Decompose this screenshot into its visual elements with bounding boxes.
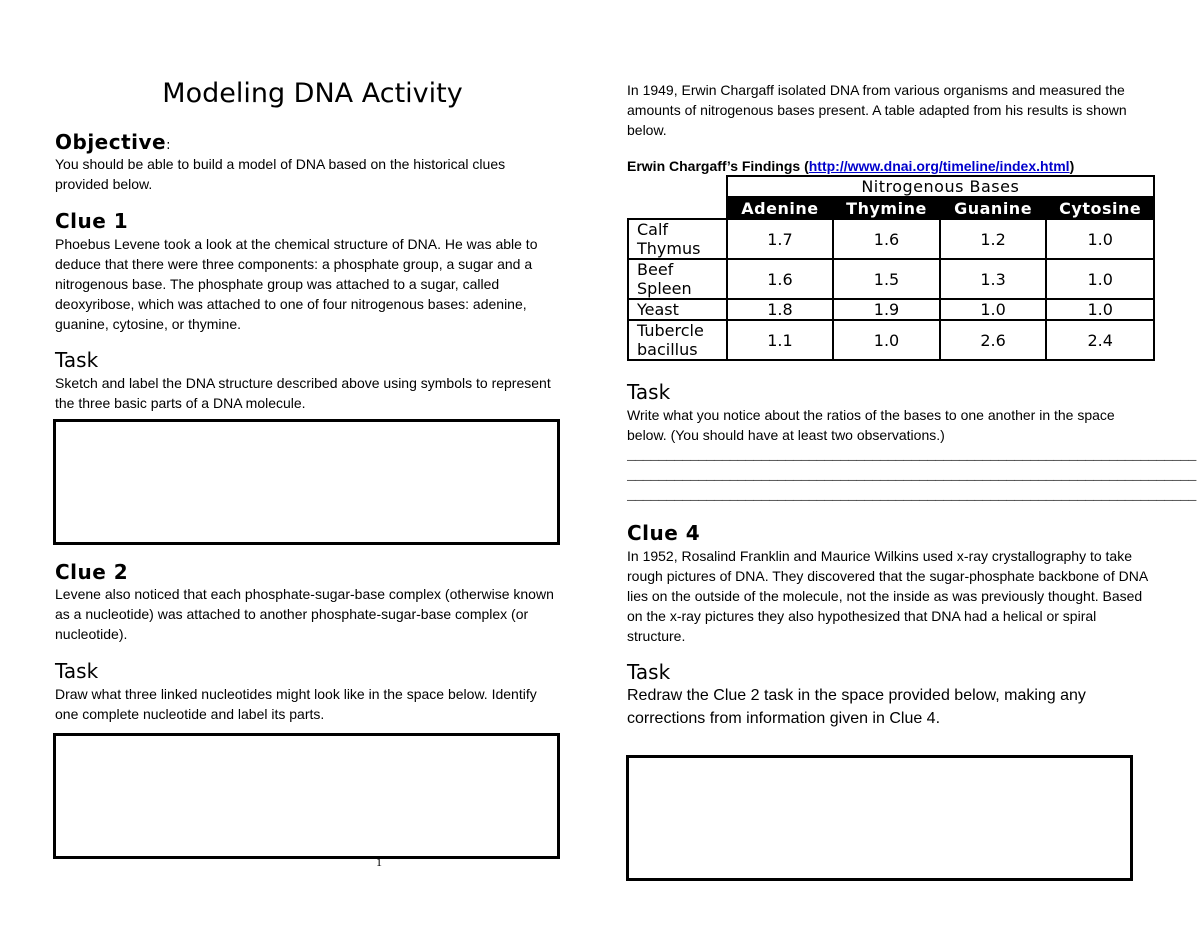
value-cell: 1.7 bbox=[727, 219, 834, 259]
findings-link[interactable]: http://www.dnai.org/timeline/index.html bbox=[808, 158, 1070, 174]
objective-heading-text: Objective bbox=[55, 130, 167, 154]
objective-text: You should be able to build a model of DNA based on the historical clues provided below. bbox=[55, 156, 506, 192]
value-cell: 1.3 bbox=[940, 259, 1047, 299]
column-header: Cytosine bbox=[1046, 197, 1154, 219]
clue2-heading: Clue 2 bbox=[55, 560, 129, 584]
table-row bbox=[628, 259, 1154, 299]
page-number: 1 bbox=[376, 855, 382, 869]
value-cell: 1.2 bbox=[940, 219, 1047, 259]
clue2-text: Levene also noticed that each phosphate-sugar-base complex (otherwise known as a nucleotide) was attached to another phosphate-sugar-base complex (or nucleotide). bbox=[55, 586, 554, 642]
page-title: Modeling DNA Activity bbox=[162, 78, 463, 109]
task4-heading: Task bbox=[627, 660, 671, 684]
column-header: Thymine bbox=[833, 197, 940, 219]
value-cell: 1.8 bbox=[727, 299, 834, 320]
answer-line[interactable]: ________________________________________________________________________ bbox=[627, 488, 1196, 504]
answer-line[interactable]: ________________________________________________________________________ bbox=[627, 468, 1196, 484]
clue1-heading: Clue 1 bbox=[55, 209, 129, 233]
organism-cell: Yeast bbox=[628, 299, 727, 320]
objective-heading bbox=[55, 130, 171, 154]
value-cell: 1.0 bbox=[833, 320, 940, 360]
findings-caption bbox=[627, 156, 1152, 176]
value-cell: 2.6 bbox=[940, 320, 1047, 360]
value-cell: 2.4 bbox=[1046, 320, 1154, 360]
organism-cell: Tubercle bacillus bbox=[628, 320, 727, 360]
clue1-text: Phoebus Levene took a look at the chemical structure of DNA. He was able to deduce that there were three components: a phosphate group, a sugar and a nitrogenous base. The phosphate group was attached to a sugar, called deoxyribose, which was attached to one of four nitrogenous bases: adenine, guanine, cytosine, or thymine. bbox=[55, 236, 538, 332]
nucleotide-drawing-box[interactable] bbox=[53, 733, 560, 859]
value-cell: 1.0 bbox=[1046, 299, 1154, 320]
value-cell: 1.9 bbox=[833, 299, 940, 320]
clue4-text: In 1952, Rosalind Franklin and Maurice Wilkins used x-ray crystallography to take rough pictures of DNA. They discovered that the sugar-phosphate backbone of DNA lies on the outside of the molecule, not the inside as was previously thought. Based on the x-ray pictures they also hypothesized that DNA had a helical or spiral structure. bbox=[627, 548, 1148, 644]
value-cell: 1.1 bbox=[727, 320, 834, 360]
task3-heading: Task bbox=[627, 380, 671, 404]
table-row bbox=[628, 219, 1154, 259]
task2-heading: Task bbox=[55, 659, 99, 683]
organism-cell: Calf Thymus bbox=[628, 219, 727, 259]
table-row bbox=[628, 299, 1154, 320]
clue4-heading: Clue 4 bbox=[627, 521, 701, 545]
answer-line[interactable]: ________________________________________________________________________ bbox=[627, 448, 1196, 464]
task1-text: Sketch and label the DNA structure described above using symbols to represent the three basic parts of a DNA molecule. bbox=[55, 375, 551, 411]
value-cell: 1.0 bbox=[1046, 259, 1154, 299]
value-cell: 1.0 bbox=[940, 299, 1047, 320]
task1-heading: Task bbox=[55, 348, 99, 372]
task2-text: Draw what three linked nucleotides might look like in the space below. Identify one complete nucleotide and label its parts. bbox=[55, 686, 537, 722]
redraw-answer-box[interactable] bbox=[626, 755, 1133, 881]
column-header: Adenine bbox=[727, 197, 834, 219]
objective-colon: : bbox=[166, 138, 172, 153]
table-row bbox=[628, 320, 1154, 360]
value-cell: 1.0 bbox=[1046, 219, 1154, 259]
column-header: Guanine bbox=[940, 197, 1047, 219]
table-group-header: Nitrogenous Bases bbox=[727, 176, 1154, 197]
value-cell: 1.5 bbox=[833, 259, 940, 299]
intro-text: In 1949, Erwin Chargaff isolated DNA from various organisms and measured the amounts of nitrogenous bases present. A table adapted from his results is shown below. bbox=[627, 82, 1127, 138]
organism-cell: Beef Spleen bbox=[628, 259, 727, 299]
task3-text: Write what you notice about the ratios of the bases to one another in the space below. (You should have at least two observations.) bbox=[627, 407, 1115, 443]
value-cell: 1.6 bbox=[833, 219, 940, 259]
chargaff-table bbox=[627, 175, 1155, 361]
value-cell: 1.6 bbox=[727, 259, 834, 299]
findings-label: Erwin Chargaff’s Findings ( bbox=[627, 158, 809, 174]
sketch-answer-box[interactable] bbox=[53, 419, 560, 545]
findings-close: ) bbox=[1069, 158, 1075, 174]
task4-text: Redraw the Clue 2 task in the space provided below, making any corrections from information given in Clue 4. bbox=[627, 687, 1086, 727]
